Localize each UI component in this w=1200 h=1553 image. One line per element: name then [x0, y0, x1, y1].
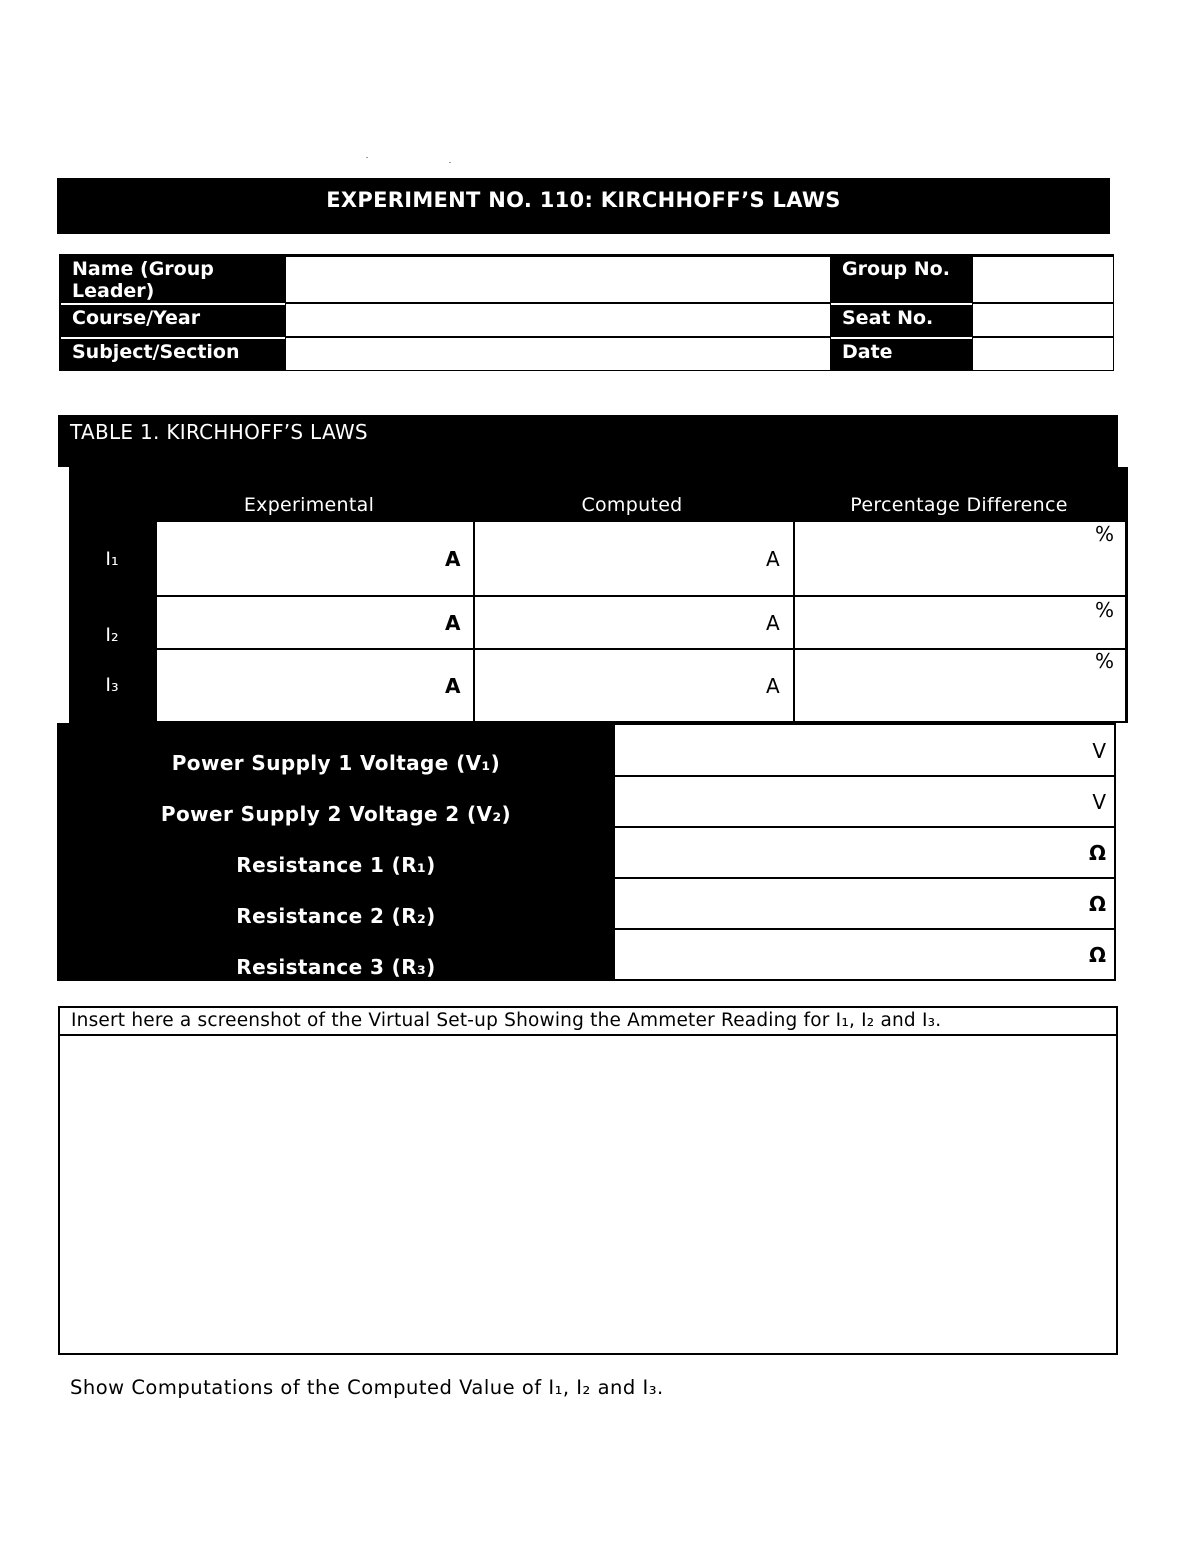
i3-percentage-cell[interactable] — [793, 648, 1127, 723]
i1-experimental-cell[interactable] — [155, 520, 475, 597]
name-field[interactable] — [285, 256, 831, 303]
i3-computed-cell[interactable] — [473, 648, 795, 723]
param-field-r2[interactable] — [614, 878, 1116, 930]
param-field-r1[interactable] — [614, 827, 1116, 879]
subject-field[interactable] — [285, 337, 831, 371]
param-label-r3: Resistance 3 (R₃) — [236, 955, 436, 979]
course-field[interactable] — [285, 303, 831, 337]
subject-label: Subject/Section — [61, 337, 285, 371]
param-field-v1[interactable] — [614, 725, 1116, 777]
speck — [366, 157, 368, 158]
param-unit-r1: Ω — [1088, 841, 1106, 865]
i2-experimental-unit: A — [445, 611, 461, 635]
column-header-computed: Computed — [581, 494, 683, 516]
group-label: Group No. — [831, 256, 972, 303]
column-header-percentage: Percentage Difference — [850, 494, 1068, 516]
date-field[interactable] — [972, 337, 1114, 371]
seat-field[interactable] — [972, 303, 1114, 337]
seat-label: Seat No. — [831, 303, 972, 337]
screenshot-box[interactable] — [58, 1006, 1118, 1355]
table1-title: TABLE 1. KIRCHHOFF’S LAWS — [70, 420, 368, 444]
column-header-experimental: Experimental — [243, 494, 375, 516]
param-label-v2: Power Supply 2 Voltage 2 (V₂) — [160, 802, 512, 826]
i3-experimental-unit: A — [445, 674, 461, 698]
param-label-r2: Resistance 2 (R₂) — [236, 904, 436, 928]
i1-percentage-cell[interactable] — [793, 520, 1127, 597]
i1-computed-unit: A — [766, 547, 780, 571]
i1-computed-cell[interactable] — [473, 520, 795, 597]
i2-computed-unit: A — [766, 611, 780, 635]
i2-percentage-unit: % — [1095, 598, 1115, 622]
computations-prompt: Show Computations of the Computed Value of I₁, I₂ and I₃. — [70, 1376, 664, 1399]
i2-computed-cell[interactable] — [473, 595, 795, 650]
i3-experimental-cell[interactable] — [155, 648, 475, 723]
param-label-r1: Resistance 1 (R₁) — [236, 853, 436, 877]
row-label-i1: I₁ — [105, 548, 119, 570]
i3-percentage-unit: % — [1095, 649, 1115, 673]
i2-percentage-cell[interactable] — [793, 595, 1127, 650]
param-unit-r3: Ω — [1088, 943, 1106, 967]
date-label: Date — [831, 337, 972, 371]
param-field-v2[interactable] — [614, 776, 1116, 828]
group-field[interactable] — [972, 256, 1114, 303]
param-field-r3[interactable] — [614, 929, 1116, 981]
i1-percentage-unit: % — [1095, 522, 1115, 546]
speck — [449, 162, 451, 163]
param-label-v1: Power Supply 1 Voltage (V₁) — [171, 751, 501, 775]
param-unit-v1: V — [1092, 739, 1106, 763]
page-title: EXPERIMENT NO. 110: KIRCHHOFF’S LAWS — [326, 188, 841, 212]
row-label-i3: I₃ — [105, 674, 119, 696]
i3-computed-unit: A — [766, 674, 780, 698]
param-unit-r2: Ω — [1088, 892, 1106, 916]
screenshot-caption: Insert here a screenshot of the Virtual Set-up Showing the Ammeter Reading for I₁, I₂ and I₃. — [60, 1008, 1116, 1036]
table1-title-bar — [58, 415, 1118, 467]
name-label: Name (Group Leader) — [61, 256, 285, 303]
course-label: Course/Year — [61, 303, 285, 337]
param-unit-v2: V — [1092, 790, 1106, 814]
info-table — [59, 254, 1114, 371]
i1-experimental-unit: A — [445, 547, 461, 571]
row-label-i2: I₂ — [105, 624, 119, 646]
title-bar — [57, 178, 1110, 234]
i2-experimental-cell[interactable] — [155, 595, 475, 650]
